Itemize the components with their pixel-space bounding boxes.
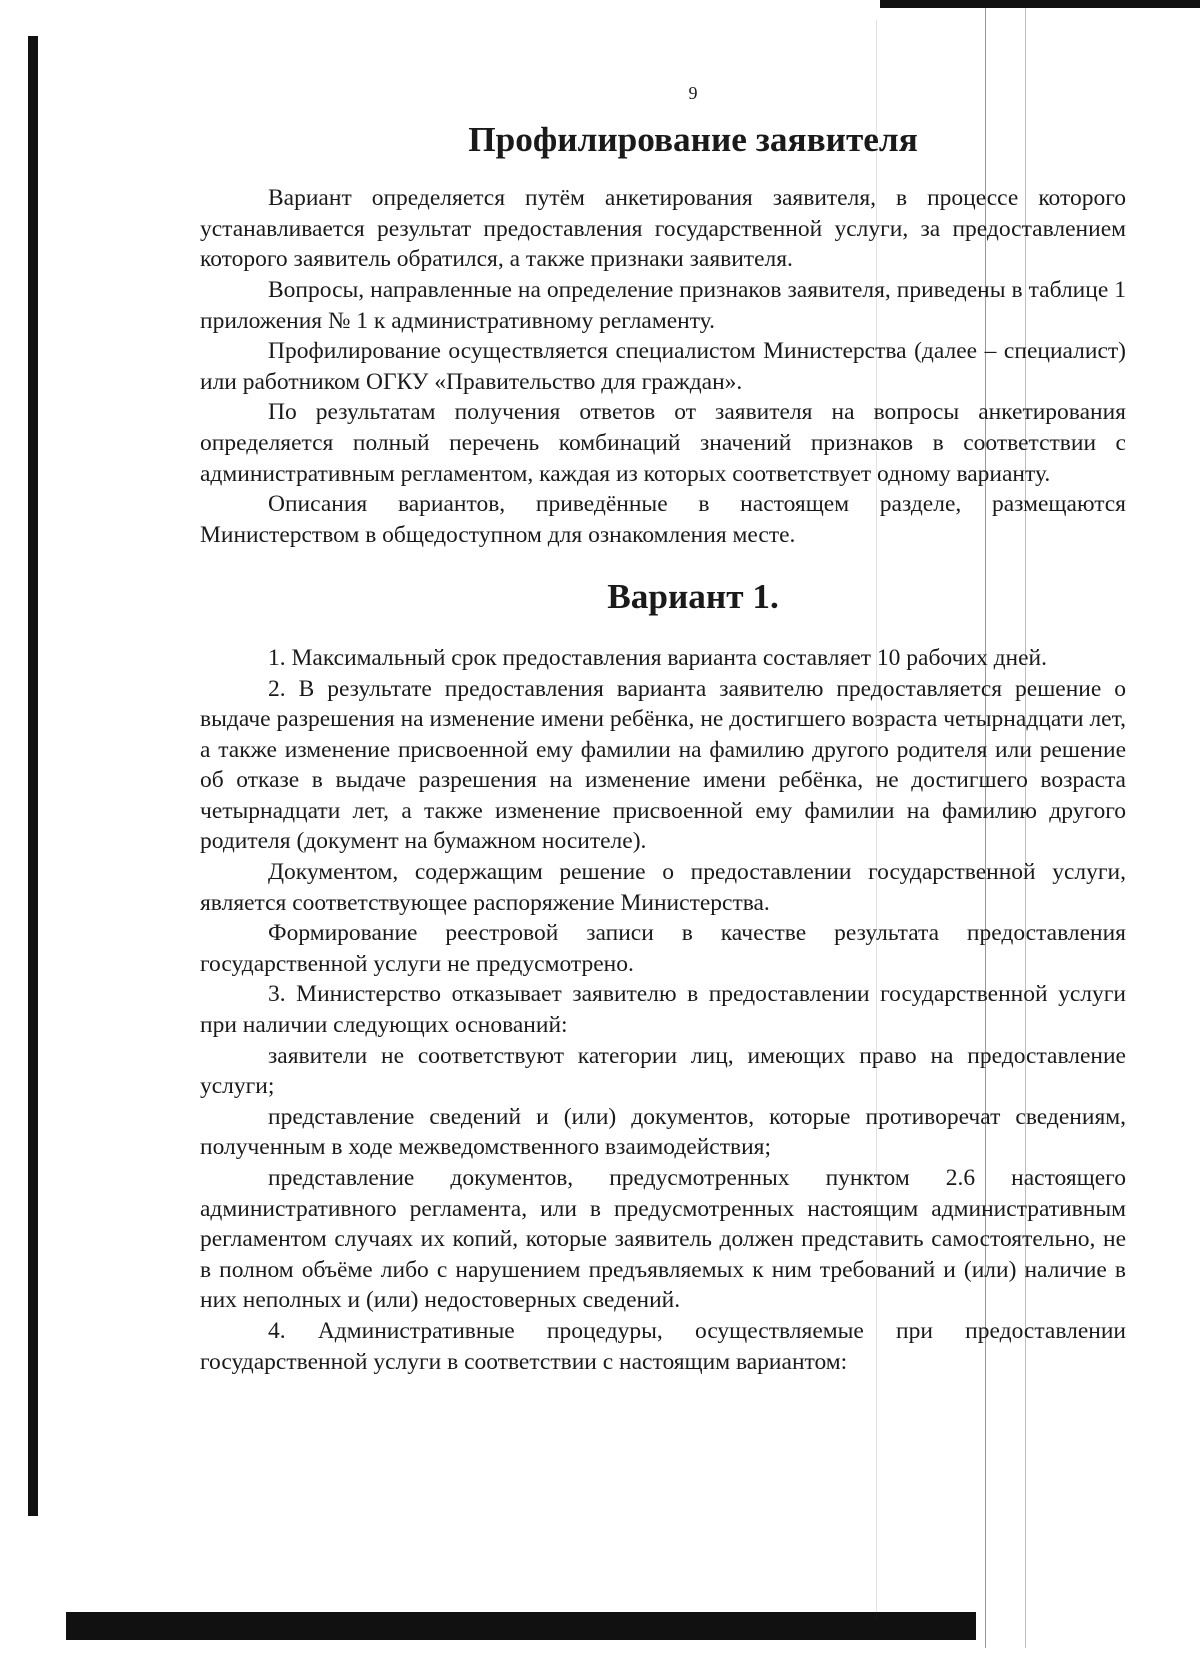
paragraph: По результатам получения ответов от заявителя на вопросы анкетирования определяется полный перечень комбинаций значений признаков в соответствии с административным регламентом, каждая из которых соответствует одному варианту.	[200, 399, 1126, 487]
paragraph: заявители не соответствуют категории лиц, имеющих право на предоставление услуги;	[200, 1042, 1126, 1100]
paragraph: 2. В результате предоставления варианта заявителю предоставляется решение о выдаче разрешения на изменение имени ребёнка, не достигшего возраста четырнадцати лет, а также изменение присвоенной ему фамилии на фамилию другого родителя или решение об отказе в выдаче разрешения на изменение имени ребёнка, не достигшего возраста четырнадцати лет, а также изменение присвоенной ему фамилии на фамилию другого родителя (документ на бумажном носителе).	[200, 675, 1126, 855]
scan-border-bottom	[66, 1612, 976, 1640]
paragraph: Вариант определяется путём анкетирования заявителя, в процессе которого устанавливается результат предоставления государственной услуги, за предоставлением которого заявитель обратился, а также признаки заявителя.	[200, 185, 1126, 273]
paragraph: 4. Административные процедуры, осуществляемые при предоставлении государственной услуги в соответствии с настоящим вариантом:	[200, 1317, 1126, 1375]
paragraph: Вопросы, направленные на определение признаков заявителя, приведены в таблице 1 приложения № 1 к административному регламенту.	[200, 276, 1126, 334]
paragraph: Формирование реестровой записи в качестве результата предоставления государственной услуги не предусмотрено.	[200, 920, 1126, 977]
scan-border-left	[28, 36, 38, 1516]
scan-border-top	[880, 0, 1200, 8]
paragraph: представление сведений и (или) документов, которые противоречат сведениям, полученным в ходе межведомственного взаимодействия;	[200, 1103, 1126, 1161]
paragraph: представление документов, предусмотренных пунктом 2.6 настоящего административного регламента, или в предусмотренных настоящим административным регламентом случаях их копий, которые заявитель должен представить самостоятельно, не в полном объёме либо с нарушением предъявляемых к ним требований и (или) наличие в них неполных и (или) недостоверных сведений.	[200, 1165, 1126, 1314]
document-page	[200, 78, 1126, 1377]
page-number: 9	[688, 83, 698, 103]
paragraph: Документом, содержащим решение о предоставлении государственной услуги, является соответствующее распоряжение Министерства.	[200, 859, 1126, 916]
paragraph: 1. Максимальный срок предоставления варианта составляет 10 рабочих дней.	[268, 644, 1048, 671]
paragraph: Профилирование осуществляется специалистом Министерства (далее – специалист) или работником ОГКУ «Правительство для граждан».	[200, 338, 1126, 395]
paragraph: Описания вариантов, приведённые в настоящем разделе, размещаются Министерством в общедоступном для ознакомления месте.	[200, 491, 1126, 548]
variant-title: Вариант 1.	[607, 577, 779, 617]
paragraph: 3. Министерство отказывает заявителю в предоставлении государственной услуги при наличии следующих оснований:	[200, 981, 1126, 1039]
section-title: Профилирование заявителя	[468, 119, 918, 159]
